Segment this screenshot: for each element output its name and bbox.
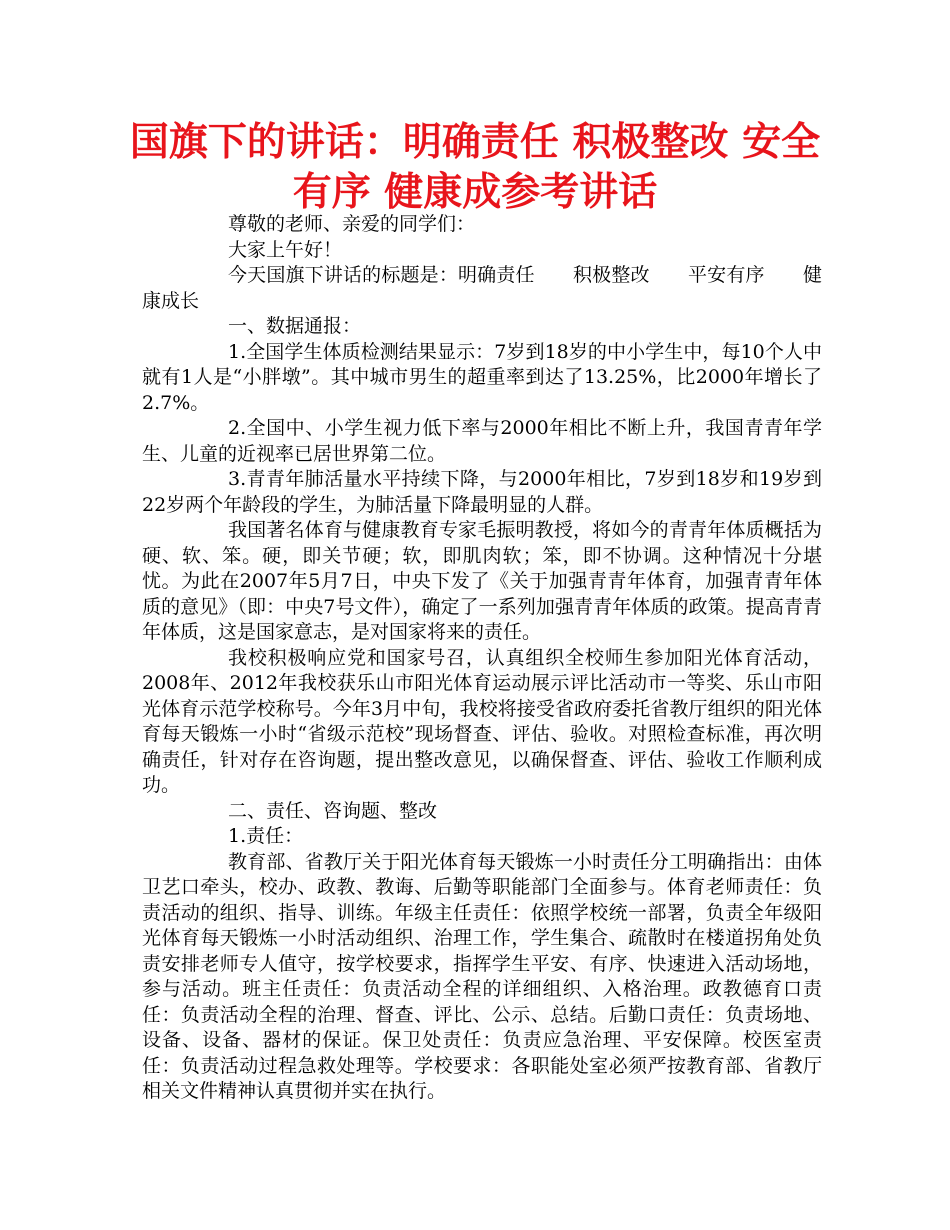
paragraph-greeting: 大家上午好！ [228,238,343,261]
paragraph-item-2: 2.全国中、小学生视力低下率与2000年相比不断上升，我国青青年学生、儿童的近视率已居世界第二位。 [142,417,822,465]
paragraph-salutation: 尊敬的老师、亲爱的同学们： [228,213,476,235]
paragraph-expert-opinion: 我国著名体育与健康教育专家毛振明教授，将如今的青青年体质概括为硬、软、笨。硬，即关节硬；软，即肌肉软；笨，即不协调。这种情况十分堪忧。为此在2007年5月7日，中央下发了《关于加强青青年体育，加强青青年体质的意见》（即：中央7号文件），确定了一系列加强青青年体质的政策。提高青青年体质，这是国家意志，是对国家将来的责任。 [142,519,822,643]
document-body [142,212,822,1105]
page-title [120,118,830,218]
subheading-responsibility: 1.责任： [228,825,304,847]
paragraph-item-3: 3.青青年肺活量水平持续下降，与2000年相比，7岁到18岁和19岁到22岁两个年龄段的学生，为肺活量下降最明显的人群。 [142,468,822,516]
section-heading-responsibility: 二、责任、咨询题、整改 [228,799,438,822]
paragraph-responsibility-details: 教育部、省教厅关于阳光体育每天锻炼一小时责任分工明确指出：由体卫艺口牵头，校办、政教、教诲、后勤等职能部门全面参与。体育老师责任：负责活动的组织、指导、训练。年级主任责任：依照学校统一部署，负责全年级阳光体育每天锻炼一小时活动组织、治理工作，学生集合、疏散时在楼道拐角处负责安排老师专人值守，按学校要求，指挥学生平安、有序、快速进入活动场地，参与活动。班主任责任：负责活动全程的详细组织、入格治理。政教德育口责任：负责活动全程的治理、督查、评比、公示、总结。后勤口责任：负责场地、设备、设备、器材的保证。保卫处责任：负责应急治理、平安保障。校医室责任：负责活动过程急救处理等。学校要求：各职能处室必须严按教育部、省教厅相关文件精神认真贯彻并实在执行。 [142,850,822,1102]
paragraph-item-1: 1.全国学生体质检测结果显示：7岁到18岁的中小学生中，每10个人中就有1人是“小胖墩”。其中城市男生的超重率到达了13.25%，比2000年增长了2.7%。 [142,340,822,414]
section-heading-data-report: 一、数据通报： [228,315,362,337]
paragraph-topic: 今天国旗下讲话的标题是：明确责任 积极整改 平安有序 健康成长 [142,264,822,312]
paragraph-school-action: 我校积极响应党和国家号召，认真组织全校师生参加阳光体育活动，2008年、2012年我校获乐山市阳光体育运动展示评比活动市一等奖、乐山市阳光体育示范学校称号。今年3月中旬，我校将接受省政府委托省教厅组织的阳光体育每天锻炼一小时“省级示范校”现场督查、评估、验收。对照检查标准，再次明确责任，针对存在咨询题，提出整改意见，以确保督查、评估、验收工作顺利成功。 [142,646,822,796]
title-line-2: 有序 健康成参考讲话 [292,170,658,215]
title-line-1: 国旗下的讲话：明确责任 积极整改 安全 [129,120,821,165]
